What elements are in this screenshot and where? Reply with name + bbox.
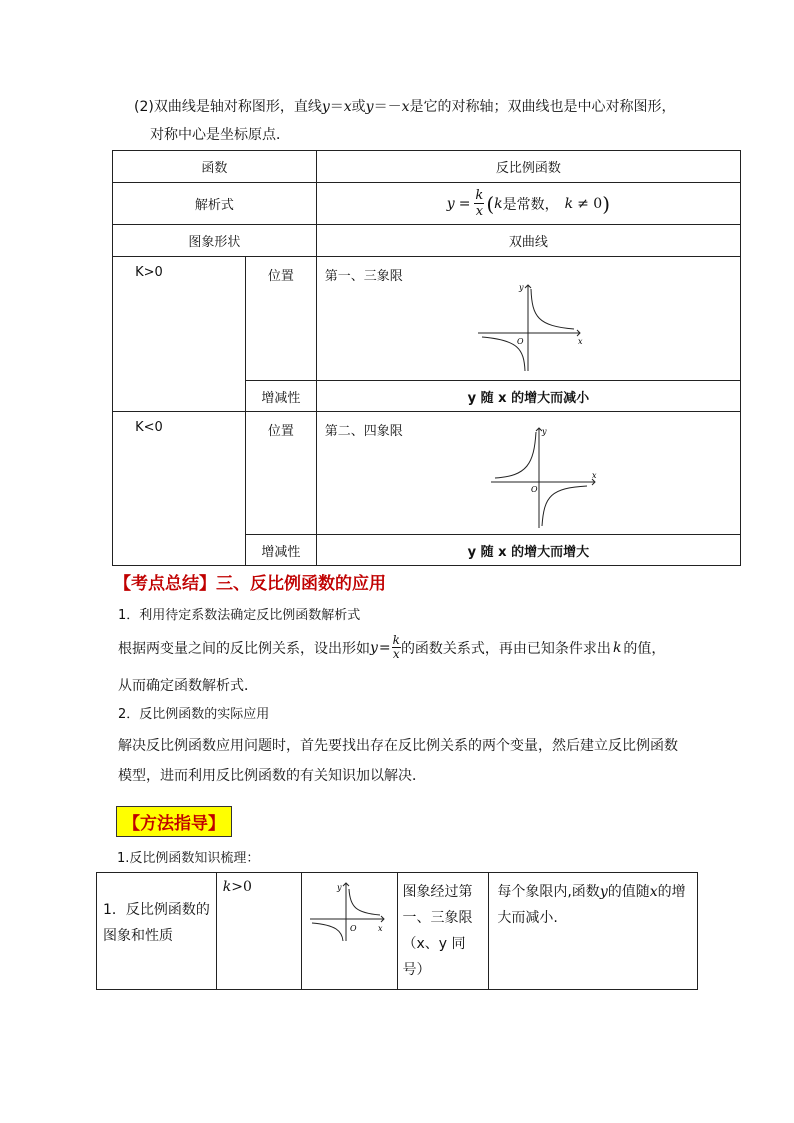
y-axis-label: y [518,283,524,292]
origin-label: O [530,485,538,494]
table-row [113,257,741,381]
monotonic-cell: 每个象限内,函数y的值随x的增大而减小. [489,873,698,990]
formula: y = $\frac{k}{x}$ ( k 是常数， k ≠ 0 ) [446,188,610,219]
shape-value: 双曲线 [316,225,740,257]
item2-title: 2．反比例函数的实际应用 [118,707,270,722]
position-cell-kneg [316,412,740,535]
branch-q1 [349,889,380,915]
formula-label: 解析式 [113,183,317,225]
table-row [113,151,741,183]
x-axis-label: x [591,471,597,480]
graph-cell [301,873,398,990]
formula-cell [316,183,740,225]
x-axis-label: x [377,924,383,933]
monotonic-value: y 随 x 的增大而减小 [316,381,740,412]
intro-line-1: (2)双曲线是轴对称图形，直线y＝x或y＝－x是它的对称轴；双曲线也是中心对称图形， [134,99,676,115]
k-positive-label: K>0 [113,257,246,412]
origin-label: O [349,924,357,933]
k-condition-cell: k>0 [216,873,301,990]
header-inverse-function: 反比例函数 [316,151,740,183]
method-guide-badge: 【方法指导】 [116,806,232,837]
topic-cell: 1．反比例函数的图象和性质 [97,873,217,990]
hyperbola-graph-kneg [487,424,599,532]
table-row [113,412,741,535]
item1-title: 1．利用待定系数法确定反比例函数解析式 [118,608,361,623]
knowledge-summary-table [96,872,698,990]
item1-paragraph-line1: 根据两变量之间的反比例关系，设出形如 y = $\frac{k}{x}$ 的函数关系式，再由已知条件求出 k 的值， [118,633,666,661]
branch-q4 [542,486,587,526]
table-row [97,873,698,990]
fraction: $\frac{k}{x}$ [392,633,400,661]
position-value: 第一、三象限 [324,269,403,284]
item2-paragraph-line2: 模型，进而利用反比例函数的有关知识加以解决． [118,768,426,784]
shape-label: 图象形状 [113,225,317,257]
header-function: 函数 [113,151,317,183]
hyperbola-graph-small [308,881,388,943]
monotonic-label: 增减性 [245,381,316,412]
y-axis-label: y [541,427,547,436]
position-cell-kpos [316,257,740,381]
item1-paragraph-line2: 从而确定函数解析式． [118,678,258,694]
monotonic-label: 增减性 [245,535,316,566]
table-row [113,225,741,257]
branch-q1 [531,289,574,329]
position-label: 位置 [245,257,316,381]
method-subtitle: 1.反比例函数知识梳理： [117,851,260,866]
position-label: 位置 [245,412,316,535]
branch-q2 [495,432,536,478]
quadrant-cell: 图象经过第一、三象限（x、y 同号） [398,873,489,990]
branch-q3 [312,923,343,941]
monotonic-value: y 随 x 的增大而增大 [316,535,740,566]
position-value: 第二、四象限 [324,424,403,439]
hyperbola-graph-kpos [474,281,586,373]
intro-line-2: 对称中心是坐标原点． [150,127,290,143]
table-row [113,183,741,225]
x-axis-label: x [577,337,583,346]
origin-label: O [516,337,524,346]
y-axis-label: y [336,883,342,892]
k-negative-label: K<0 [113,412,246,566]
section-title: 【考点总结】三、反比例函数的应用 [114,574,386,594]
item2-paragraph-line1: 解决反比例函数应用问题时，首先要找出存在反比例关系的两个变量，然后建立反比例函数 [118,738,678,754]
fraction: $\frac{k}{x}$ [475,188,484,219]
inverse-function-table [112,150,741,566]
